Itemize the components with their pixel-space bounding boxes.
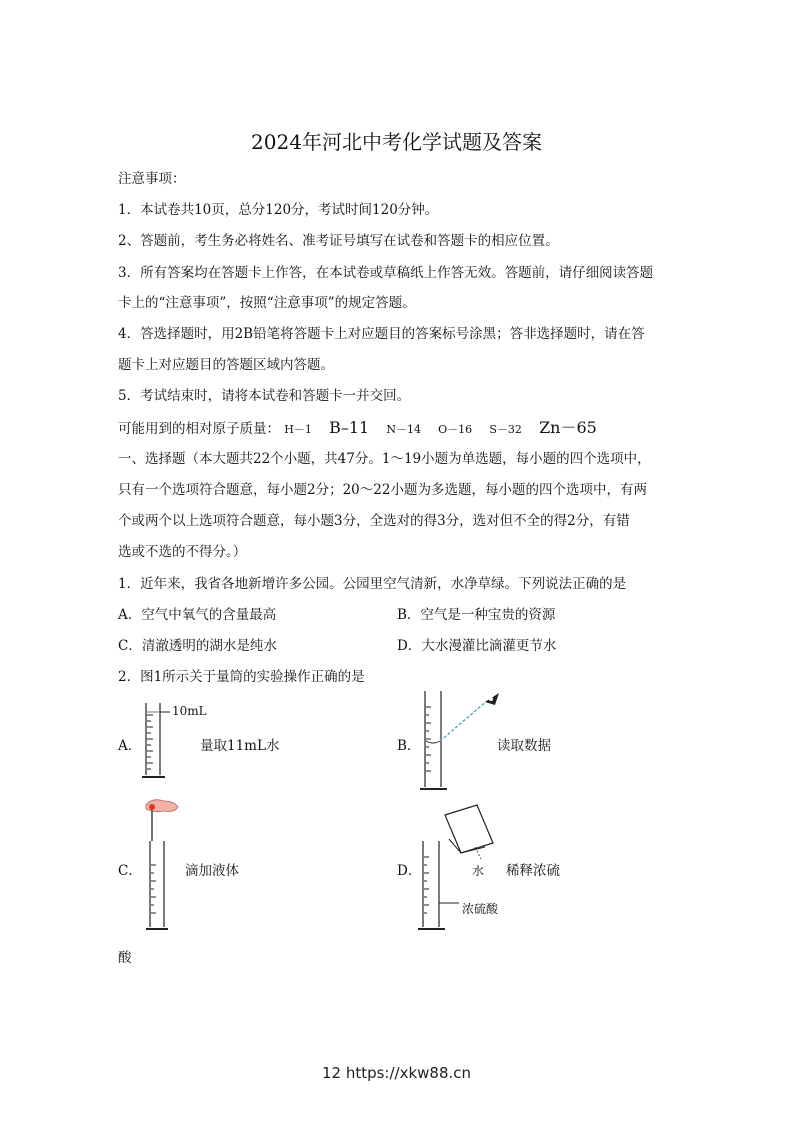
atomic-s: S－32 <box>489 423 522 436</box>
notice-item: 卡上的“注意事项”，按照“注意事项”的规定答题。 <box>118 295 416 311</box>
atomic-n: N－14 <box>386 423 421 436</box>
q2-d-acid-label: 浓硫酸 <box>462 902 499 916</box>
notice-item: 1．本试卷共10页，总分120分，考试时间120分钟。 <box>118 202 439 218</box>
page-footer: 12 https://xkw88.cn <box>321 1064 472 1082</box>
q2-option-c-letter: C． <box>118 863 142 879</box>
question-2-stem: 2．图1所示关于量筒的实验操作正确的是 <box>118 669 365 685</box>
notice-item: 2、答题前，考生务必将姓名、准考证号填写在试卷和答题卡的相应位置。 <box>118 233 559 249</box>
section-instructions: 一、选择题（本大题共22个小题，共47分。1～19小题为单选题，每小题的四个选项中， <box>118 451 651 467</box>
q2-option-a-text: 量取11mL水 <box>200 738 280 754</box>
q2-d-water-label: 水 <box>472 864 485 878</box>
q2-option-d-text: 稀释浓硫 <box>506 863 560 879</box>
q1-option-c: C．清澈透明的湖水是纯水 <box>118 638 277 654</box>
atomic-mass-line <box>118 415 597 438</box>
q1-option-b: B．空气是一种宝贵的资源 <box>397 607 556 623</box>
section-instructions: 个或两个以上选项符合题意，每小题3分，全选对的得3分，选对但不全的得2分，有错 <box>118 513 630 529</box>
q2-option-b-text: 读取数据 <box>497 738 551 754</box>
atomic-h: H－1 <box>284 423 312 436</box>
notice-item: 5．考试结束时，请将本试卷和答题卡一并交回。 <box>118 388 411 404</box>
atomic-o: O－16 <box>438 423 473 436</box>
q2-option-d-letter: D． <box>397 863 422 879</box>
atomic-mass-label: 可能用到的相对原子质量： <box>118 421 280 437</box>
question-1-stem: 1．近年来，我省各地新增许多公园。公园里空气清新，水净草绿。下列说法正确的是 <box>118 576 627 592</box>
notice-item: 题卡上对应题目的答题区域内答题。 <box>118 357 334 373</box>
q2-option-d-text-tail: 酸 <box>118 950 132 966</box>
section-instructions: 只有一个选项符合题意，每小题2分；20～22小题为多选题，每小题的四个选项中，有两 <box>118 482 647 498</box>
q2-option-c-text: 滴加液体 <box>185 863 239 879</box>
q2-option-b-letter: B． <box>397 738 421 754</box>
notice-item: 4．答选择题时，用2B铅笔将答题卡上对应题目的答案标号涂黑；答非选择题时，请在答 <box>118 326 645 342</box>
notice-heading: 注意事项： <box>118 171 186 187</box>
q2-a-mark-label: 10mL <box>172 704 207 718</box>
q1-option-a: A．空气中氧气的含量最高 <box>118 607 277 623</box>
q1-option-d: D．大水漫灌比滴灌更节水 <box>397 638 557 654</box>
page-title: 2024年河北中考化学试题及答案 <box>251 130 542 154</box>
notice-item: 3．所有答案均在答题卡上作答，在本试卷或草稿纸上作答无效。答题前，请仔细阅读答题 <box>118 265 654 281</box>
q2-option-a-letter: A． <box>118 738 142 754</box>
atomic-b: B–11 <box>329 418 370 437</box>
atomic-zn: Zn－65 <box>539 418 597 437</box>
section-instructions: 选或不选的不得分。） <box>118 544 247 560</box>
